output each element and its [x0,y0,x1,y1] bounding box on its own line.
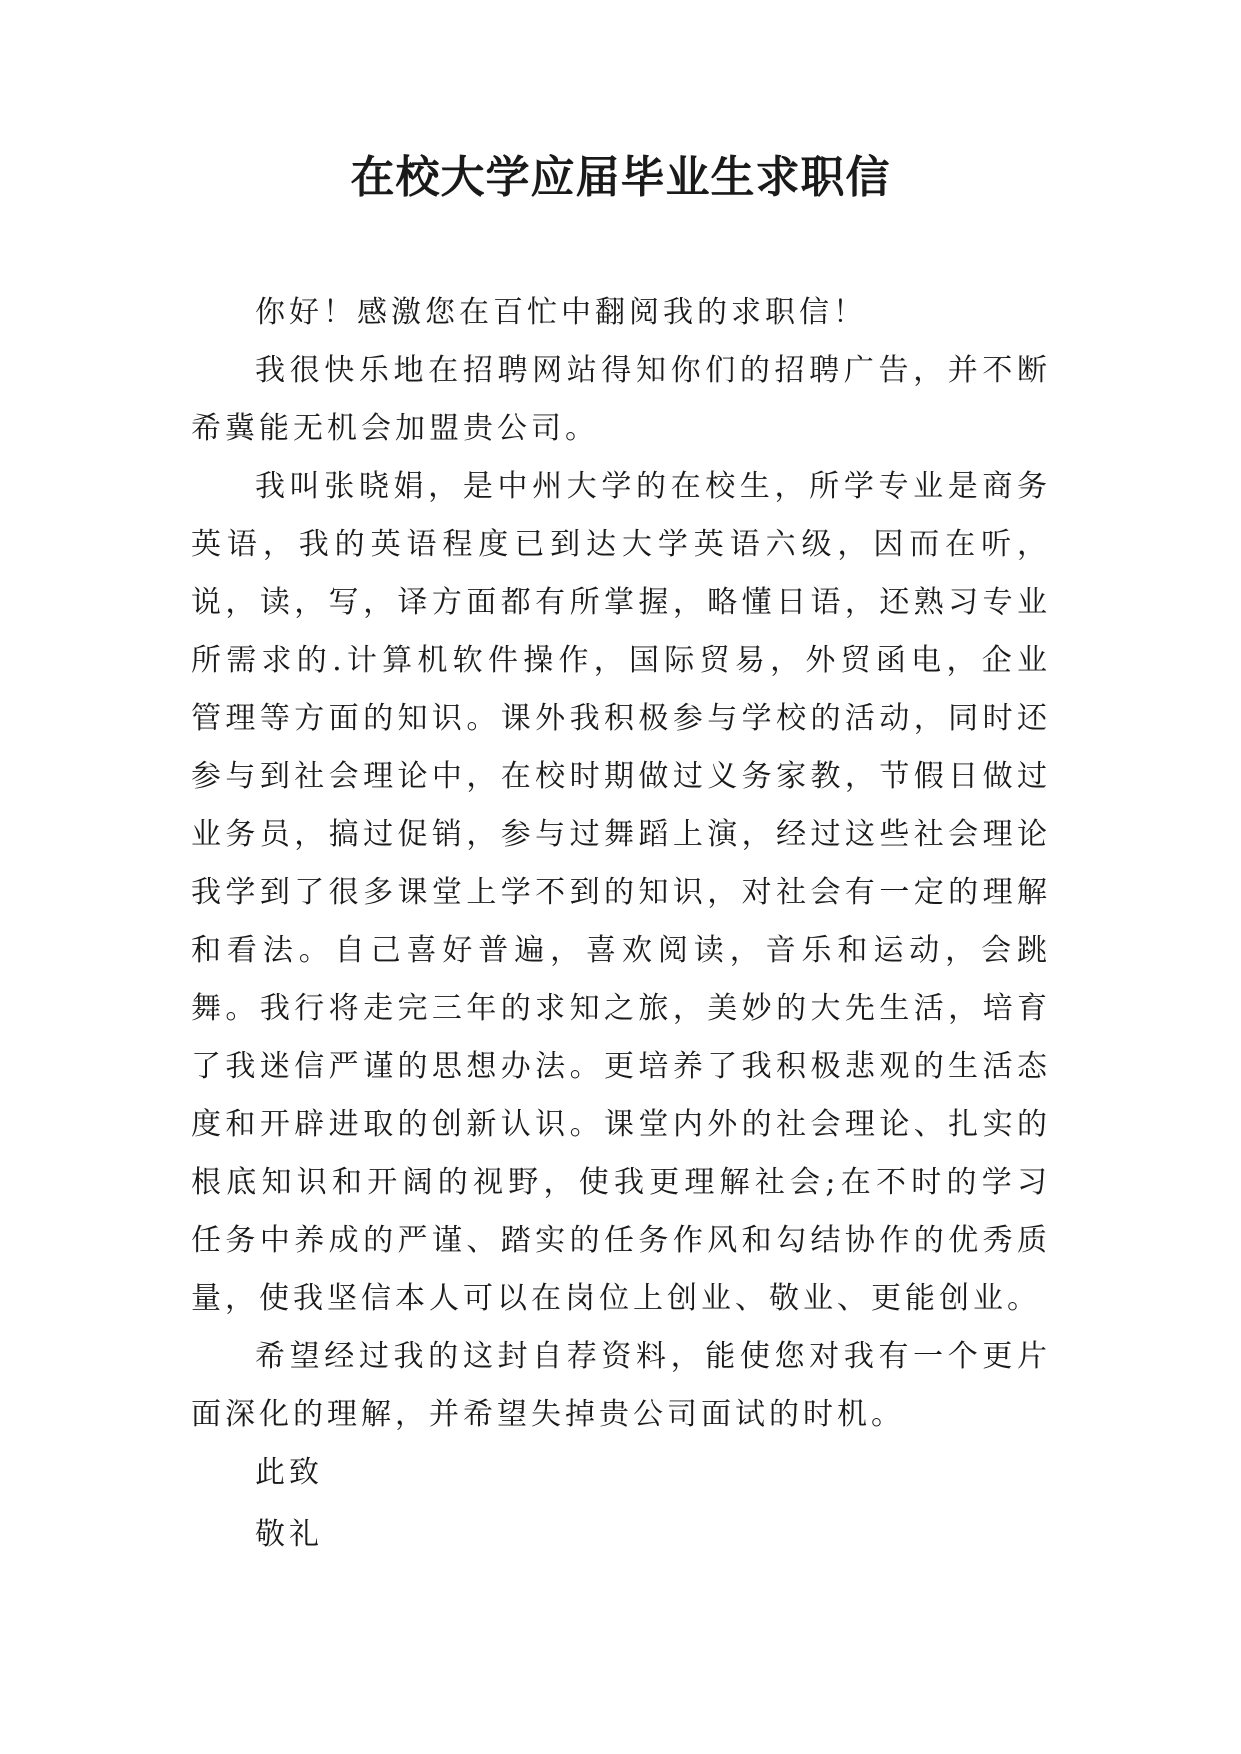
self-introduction-paragraph: 我叫张晓娟，是中州大学的在校生，所学专业是商务英语，我的英语程度已到达大学英语六级，因而在听，说，读，写，译方面都有所掌握，略懂日语，还熟习专业所需求的.计算机软件操作，国际贸易，外贸函电，企业管理等方面的知识。课外我积极参与学校的活动，同时还参与到社会理论中，在校时期做过义务家教，节假日做过业务员，搞过促销，参与过舞蹈上演，经过这些社会理论我学到了很多课堂上学不到的知识，对社会有一定的理解和看法。自己喜好普遍，喜欢阅读，音乐和运动，会跳舞。我行将走完三年的求知之旅，美妙的大先生活，培育了我迷信严谨的思想办法。更培养了我积极悲观的生活态度和开辟进取的创新认识。课堂内外的社会理论、扎实的根底知识和开阔的视野，使我更理解社会;在不时的学习任务中养成的严谨、踏实的任务作风和勾结协作的优秀质量，使我坚信本人可以在岗位上创业、敬业、更能创业。 [191,469,1051,1316]
intro-paragraph: 我很快乐地在招聘网站得知你们的招聘广告，并不断希冀能无机会加盟贵公司。 [191,353,1051,446]
closing-wish-paragraph: 希望经过我的这封自荐资料，能使您对我有一个更片面深化的理解，并希望失掉贵公司面试的时机。 [191,1339,1051,1432]
closing-line-2: 敬礼 [255,1517,323,1552]
document-title: 在校大学应届毕业生求职信 [350,152,891,203]
letter-body [191,284,1051,1564]
greeting-paragraph: 你好！感激您在百忙中翻阅我的求职信！ [255,295,867,330]
closing-line-1: 此致 [255,1455,323,1490]
